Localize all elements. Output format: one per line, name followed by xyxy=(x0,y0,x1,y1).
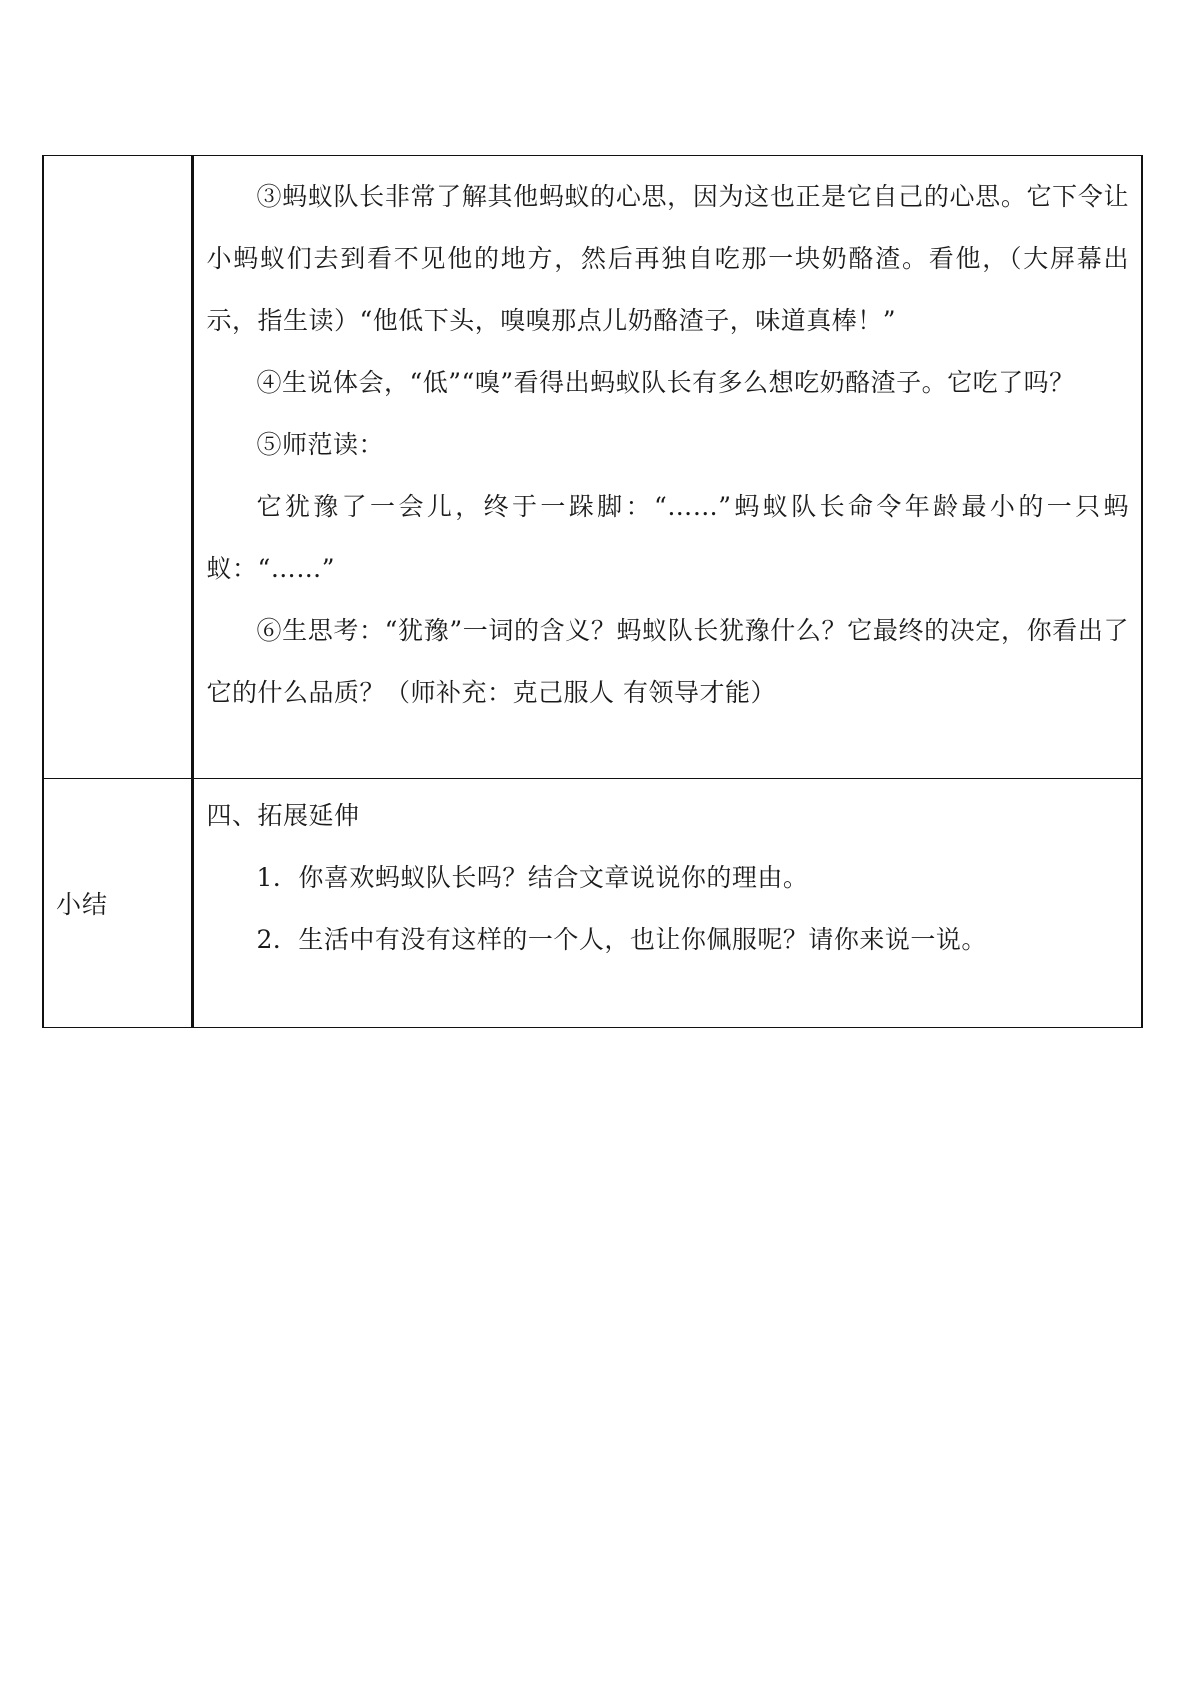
lesson-plan-table xyxy=(42,155,1143,1028)
question-item: 1．你喜欢蚂蚁队长吗？结合文章说说你的理由。 xyxy=(256,863,809,892)
paragraph-reading-excerpt: 它犹豫了一会儿，终于一跺脚：“……”蚂蚁队长命令年龄最小的一只蚂蚁：“……” xyxy=(206,492,1129,583)
question-item: 2．生活中有没有这样的一个人，也让你佩服呢？请你来说一说。 xyxy=(256,925,987,954)
section-heading: 四、拓展延伸 xyxy=(206,801,360,830)
teaching-steps xyxy=(194,156,1142,732)
table-row xyxy=(43,156,1142,779)
summary-label: 小结 xyxy=(43,779,192,1028)
paragraph-step-3: ③蚂蚁队长非常了解其他蚂蚁的心思，因为这也正是它自己的心思。它下令让小蚂蚁们去到看不见他的地方，然后再独自吃那一块奶酪渣。看他，（大屏幕出示，指生读）“他低下头，嗅嗅那点儿奶酪渣子，味道真棒！” xyxy=(206,182,1129,335)
extension-section xyxy=(194,779,1142,979)
content-cell xyxy=(192,156,1142,779)
row-label-cell xyxy=(43,156,192,779)
paragraph-step-6: ⑥生思考：“犹豫”一词的含义？蚂蚁队长犹豫什么？它最终的决定，你看出了它的什么品质？（师补充：克己服人 有领导才能） xyxy=(206,616,1129,707)
table-row xyxy=(43,779,1142,1028)
content-cell xyxy=(192,779,1142,1028)
paragraph-step-4: ④生说体会，“低”“嗅”看得出蚂蚁队长有多么想吃奶酪渣子。它吃了吗？ xyxy=(256,368,1075,397)
paragraph-step-5: ⑤师范读： xyxy=(256,430,385,459)
